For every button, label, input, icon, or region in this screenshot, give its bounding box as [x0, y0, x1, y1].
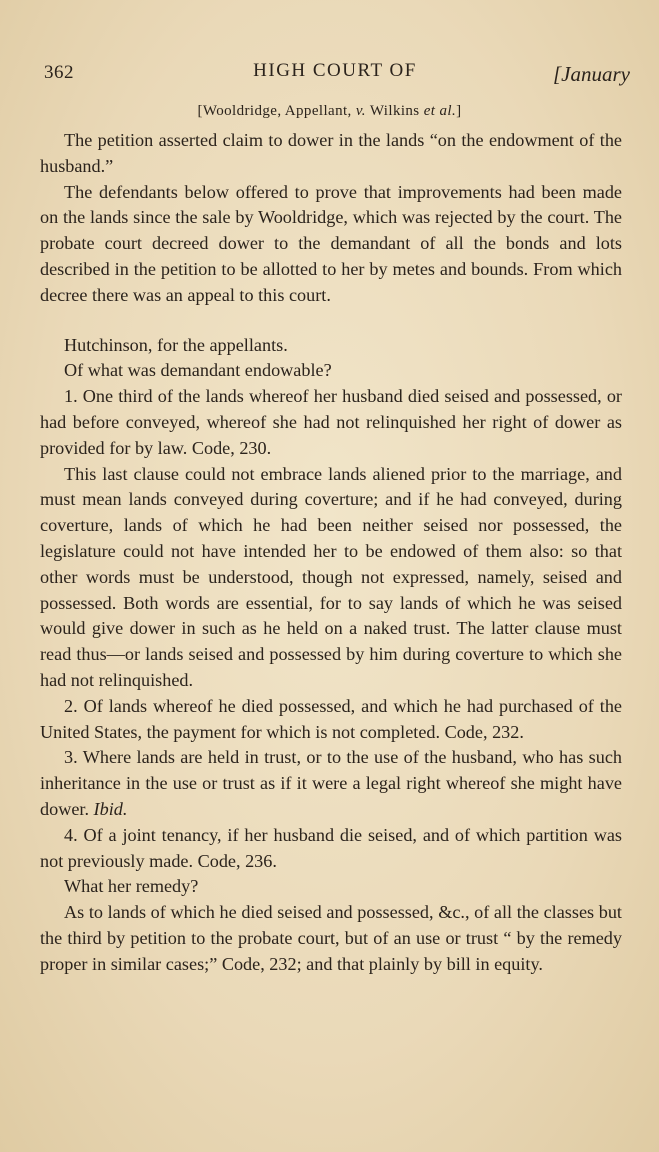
paragraph-point-3: [40, 745, 622, 822]
caption-open: [Wooldridge, Appellant,: [197, 103, 356, 119]
paragraph-point-1: 1. One third of the lands whereof her husband died seised and possessed, or had before conveyed, whereof she had not relinquished her right of dower as provided for by law. Code, 230.: [40, 386, 622, 458]
running-title: HIGH COURT OF: [253, 60, 417, 81]
paragraph-remedy: As to lands of which he died seised and possessed, &c., of all the classes but the third by petition to the probate court, but of an use or trust “ by the remedy proper in similar cases;” Code, 232; and that plainly by bill in equity.: [40, 902, 622, 974]
paragraph-question-remedy: What her remedy?: [64, 876, 199, 897]
running-date: [January: [553, 62, 630, 86]
paragraph-petition: The petition asserted claim to dower in the lands “on the endowment of the husband.”: [40, 130, 622, 176]
page-number: 362: [44, 62, 74, 83]
point-3-text: 3. Where lands are held in trust, or to the use of the husband, who has such inheritance in the use or trust as if it were a legal right whereof she might have dower.: [40, 747, 622, 819]
paragraph-counsel: Hutchinson, for the appellants.: [64, 334, 288, 355]
paragraph-last-clause: This last clause could not embrace lands aliened prior to the marriage, and must mean lands conveyed during coverture; and if he had conveyed, during coverture, lands of which he had been neither seised nor possessed, the legislature could not have intended her to be endowed of them also: so that other words must be understood, though not expressed, namely, seised and possessed. Both words are essential, for to say lands of which he was seised would give dower in such as he held on a naked trust. The latter clause must read thus—or lands seised and possessed by him during coverture to which she had not relinquished.: [40, 463, 622, 690]
paragraph-point-4: 4. Of a joint tenancy, if her husband die seised, and of which partition was not previously made. Code, 236.: [40, 824, 622, 871]
caption-et-al: et al.: [423, 103, 457, 119]
body-text: [40, 128, 622, 978]
paragraph-question-endowable: Of what was demandant endowable?: [64, 360, 332, 381]
caption-close: ]: [456, 103, 462, 119]
caption-mid: Wilkins: [365, 103, 424, 119]
case-caption: [0, 103, 659, 120]
point-3-citation: Ibid.: [93, 798, 128, 819]
page-header: [40, 60, 630, 94]
paragraph-defendants: The defendants below offered to prove that improvements had been made on the lands since the sale by Wooldridge, which was rejected by the court. The probate court decreed dower to the demandant of all the bonds and lots described in the petition to be allotted to her by metes and bounds. From which decree there was an appeal to this court.: [40, 181, 622, 305]
caption-versus: v.: [355, 103, 366, 119]
paragraph-point-2: 2. Of lands whereof he died possessed, and which he had purchased of the United States, the payment for which is not completed. Code, 232.: [40, 695, 622, 742]
